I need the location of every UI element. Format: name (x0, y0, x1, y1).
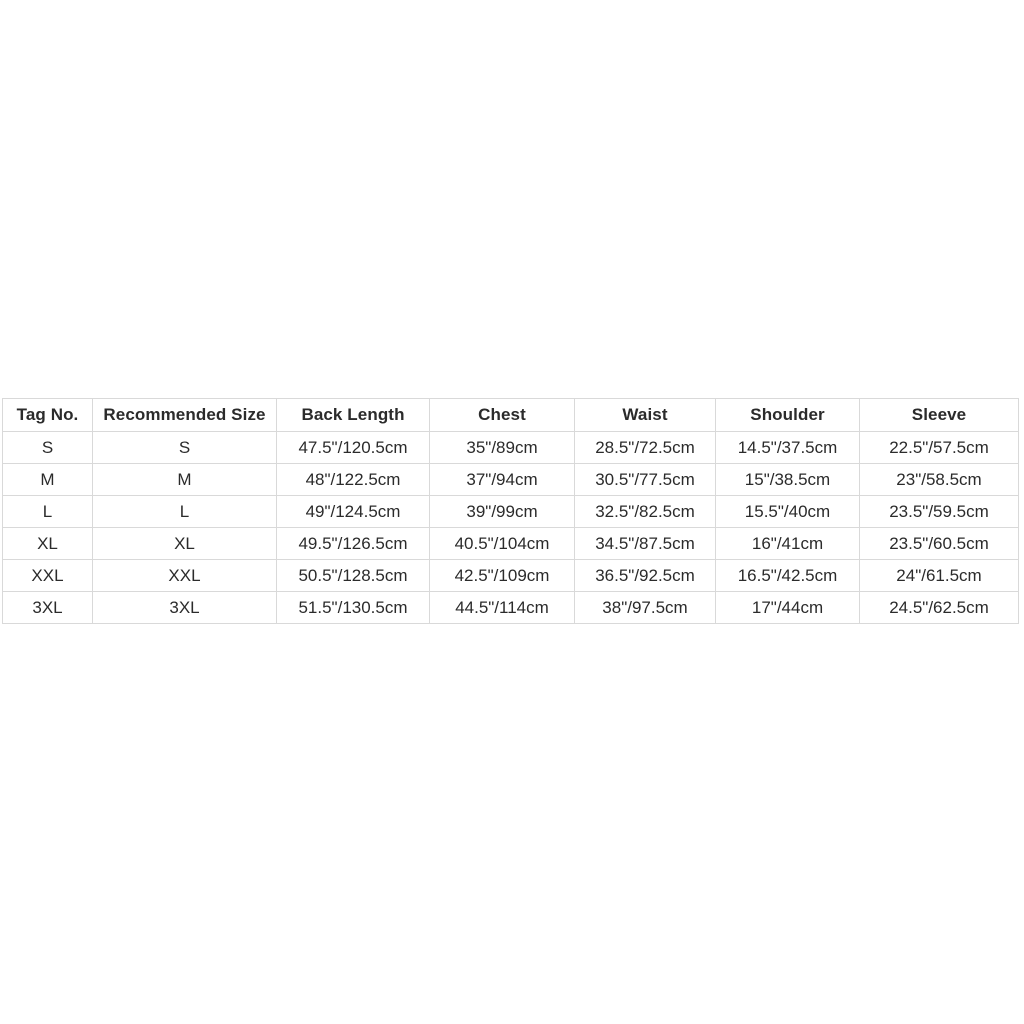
table-cell: 40.5"/104cm (430, 528, 575, 560)
table-cell: XL (93, 528, 277, 560)
table-cell: S (3, 432, 93, 464)
table-cell: XXL (3, 560, 93, 592)
table-row (3, 432, 1019, 464)
table-cell: 15"/38.5cm (716, 464, 860, 496)
table-row (3, 496, 1019, 528)
table-cell: 23.5"/60.5cm (860, 528, 1019, 560)
table-cell: 30.5"/77.5cm (575, 464, 716, 496)
table-cell: 16"/41cm (716, 528, 860, 560)
table-cell: M (93, 464, 277, 496)
column-header: Waist (575, 399, 716, 432)
table-row (3, 592, 1019, 624)
table-cell: L (93, 496, 277, 528)
table-cell: 28.5"/72.5cm (575, 432, 716, 464)
column-header: Sleeve (860, 399, 1019, 432)
column-header: Tag No. (3, 399, 93, 432)
table-row (3, 560, 1019, 592)
table-cell: 17"/44cm (716, 592, 860, 624)
table-cell: 22.5"/57.5cm (860, 432, 1019, 464)
table-cell: L (3, 496, 93, 528)
table-cell: 49.5"/126.5cm (277, 528, 430, 560)
table-cell: 35"/89cm (430, 432, 575, 464)
header-row (3, 399, 1019, 432)
table-cell: 3XL (3, 592, 93, 624)
table-cell: 47.5"/120.5cm (277, 432, 430, 464)
table-cell: 37"/94cm (430, 464, 575, 496)
table-cell: 36.5"/92.5cm (575, 560, 716, 592)
table-cell: 3XL (93, 592, 277, 624)
table-cell: M (3, 464, 93, 496)
table-cell: 32.5"/82.5cm (575, 496, 716, 528)
table-body (3, 432, 1019, 624)
column-header: Chest (430, 399, 575, 432)
table-cell: 39"/99cm (430, 496, 575, 528)
table-cell: 50.5"/128.5cm (277, 560, 430, 592)
table-cell: 23"/58.5cm (860, 464, 1019, 496)
table-cell: 51.5"/130.5cm (277, 592, 430, 624)
table-cell: 42.5"/109cm (430, 560, 575, 592)
table-cell: 48"/122.5cm (277, 464, 430, 496)
table-cell: XXL (93, 560, 277, 592)
table-cell: 49"/124.5cm (277, 496, 430, 528)
table-cell: S (93, 432, 277, 464)
table-cell: 14.5"/37.5cm (716, 432, 860, 464)
table-row (3, 464, 1019, 496)
size-chart-table (2, 398, 1019, 624)
table-cell: 24.5"/62.5cm (860, 592, 1019, 624)
table-cell: XL (3, 528, 93, 560)
table-row (3, 528, 1019, 560)
table-cell: 15.5"/40cm (716, 496, 860, 528)
table-cell: 24"/61.5cm (860, 560, 1019, 592)
table-cell: 34.5"/87.5cm (575, 528, 716, 560)
table-cell: 23.5"/59.5cm (860, 496, 1019, 528)
column-header: Shoulder (716, 399, 860, 432)
table-cell: 44.5"/114cm (430, 592, 575, 624)
column-header: Recommended Size (93, 399, 277, 432)
table-cell: 38"/97.5cm (575, 592, 716, 624)
column-header: Back Length (277, 399, 430, 432)
table-cell: 16.5"/42.5cm (716, 560, 860, 592)
